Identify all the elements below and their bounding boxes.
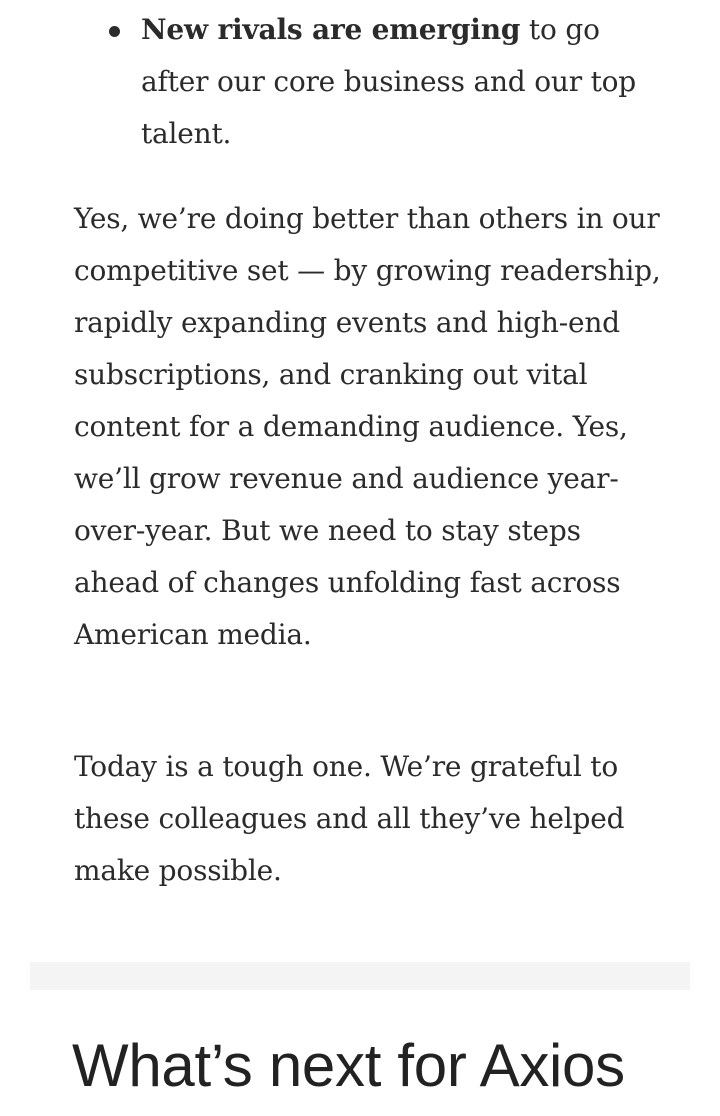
bullet-dot-icon bbox=[109, 26, 120, 37]
paragraph-tough-day: Today is a tough one. We’re grateful to these colleagues and all they’ve helped make possible. bbox=[74, 750, 625, 887]
section-heading: What’s next for Axios bbox=[72, 1032, 625, 1099]
bullet-item bbox=[0, 4, 720, 160]
bullet-list bbox=[0, 4, 720, 160]
paragraph-competitive-set: Yes, we’re doing better than others in our competitive set — by growing readership, rapidly expanding events and high-end subscriptions, and cranking out vital content for a demanding audience. Yes, we’ll grow revenue and audience year-over-year. But we need to stay steps ahead of changes unfolding fast across American media. bbox=[74, 202, 661, 651]
section-divider bbox=[30, 962, 690, 990]
bullet-text: to go after our core business and our top talent. bbox=[141, 13, 637, 150]
bullet-bold-text: New rivals are emerging bbox=[141, 13, 521, 46]
